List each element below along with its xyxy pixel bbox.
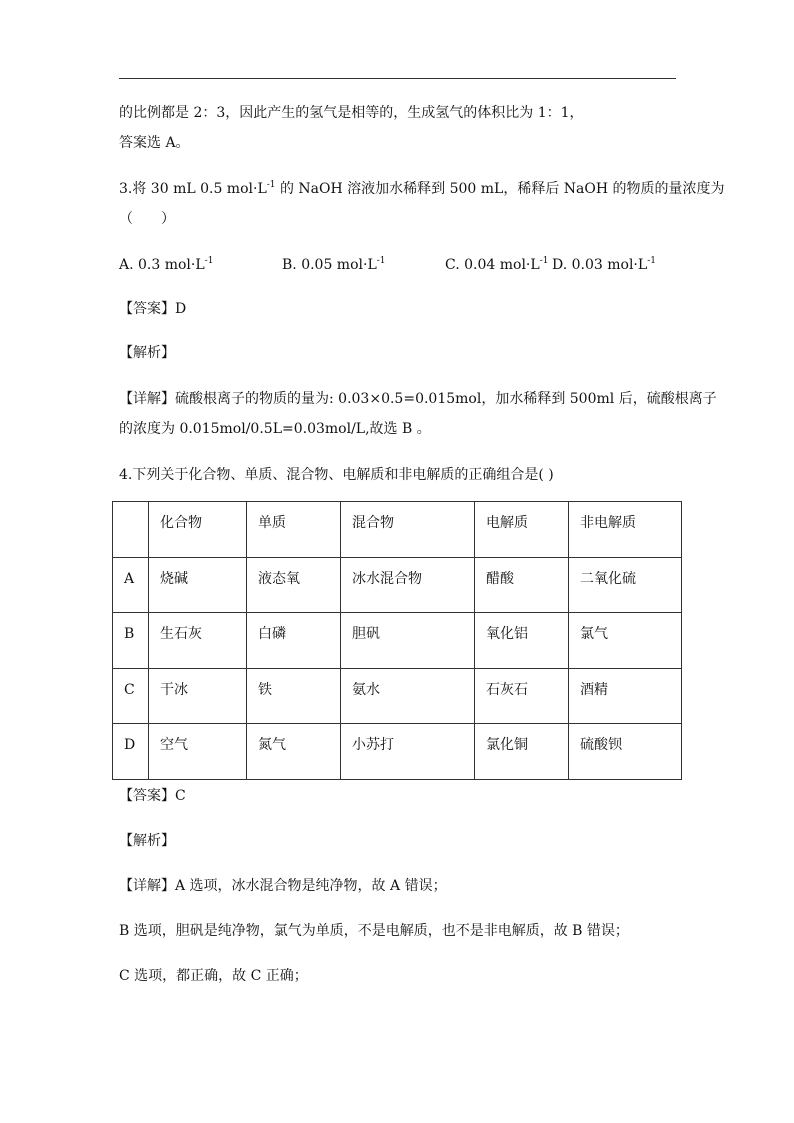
table-cell: 石灰石 [475, 668, 569, 724]
option-b: B. 0.05 $mol\cdot L^{-1}$ [282, 256, 386, 273]
table-header-cell: 混合物 [341, 502, 475, 558]
table-row [113, 557, 682, 613]
paragraph-text: 答案选 A。 [119, 135, 190, 151]
table-cell: A [113, 557, 149, 613]
table-cell: C [113, 668, 149, 724]
table-cell: 氧化铝 [475, 613, 569, 669]
table-cell: 白磷 [247, 613, 341, 669]
detail-text: 的浓度为 0.015mol/0.5L=0.03mol/L,故选 B 。 [119, 421, 431, 437]
table-row [113, 613, 682, 669]
analysis-label: 【解析】 [119, 833, 175, 849]
table-cell: 生石灰 [149, 613, 247, 669]
table-header-row [113, 502, 682, 558]
table-cell: 醋酸 [475, 557, 569, 613]
analysis-label: 【解析】 [119, 345, 175, 361]
question-3-stem: 3.将 30 mL 0.5 $mol\cdot L^{-1}$ 的 NaOH 溶液加水稀释到 500 mL，稀释后 NaOH 的物质的量浓度为 [119, 180, 725, 197]
table-header-cell: 化合物 [149, 502, 247, 558]
table-cell: 二氧化硫 [569, 557, 682, 613]
table-cell: 冰水混合物 [341, 557, 475, 613]
table-cell: 氨水 [341, 668, 475, 724]
option-d: D. 0.03 $mol\cdot L^{-1}$ [552, 256, 656, 273]
table-cell: D [113, 724, 149, 780]
detail-text: C 选项，都正确，故 C 正确； [119, 968, 308, 984]
table-cell: 氯化铜 [475, 724, 569, 780]
table-row [113, 668, 682, 724]
paragraph-text: 的比例都是 2：3，因此产生的氢气是相等的，生成氢气的体积比为 1：1， [119, 105, 584, 121]
detail-text: B 选项，胆矾是纯净物，氯气为单质，不是电解质，也不是非电解质，故 B 错误； [119, 923, 629, 939]
answer-label: 【答案】D [119, 301, 187, 317]
table-cell: 氮气 [247, 724, 341, 780]
header-rule [119, 78, 676, 79]
table-header-cell: 非电解质 [569, 502, 682, 558]
table-cell: 铁 [247, 668, 341, 724]
option-c: C. 0.04 $mol\cdot L^{-1}$ [445, 256, 549, 273]
table-cell: 硫酸钡 [569, 724, 682, 780]
table-cell: 液态氧 [247, 557, 341, 613]
table-header-cell: 单质 [247, 502, 341, 558]
table-cell: 胆矾 [341, 613, 475, 669]
question-3-paren: （ ） [119, 211, 175, 227]
table-header-cell [113, 502, 149, 558]
classification-table [112, 501, 682, 780]
table-cell: 小苏打 [341, 724, 475, 780]
table-row [113, 724, 682, 780]
detail-text: 【详解】硫酸根离子的物质的量为: 0.03×0.5=0.015mol，加水稀释到 500ml 后，硫酸根离子 [119, 391, 717, 407]
option-a: A. 0.3 $mol\cdot L^{-1}$ [119, 256, 214, 273]
detail-text: 【详解】A 选项，冰水混合物是纯净物，故 A 错误； [119, 878, 447, 894]
table-cell: 酒精 [569, 668, 682, 724]
table-cell: 干冰 [149, 668, 247, 724]
table-cell: B [113, 613, 149, 669]
answer-label: 【答案】C [119, 788, 186, 804]
table-cell: 烧碱 [149, 557, 247, 613]
table-cell: 空气 [149, 724, 247, 780]
question-4-stem: 4.下列关于化合物、单质、混合物、电解质和非电解质的正确组合是( ) [119, 467, 554, 483]
table-cell: 氯气 [569, 613, 682, 669]
table-header-cell: 电解质 [475, 502, 569, 558]
